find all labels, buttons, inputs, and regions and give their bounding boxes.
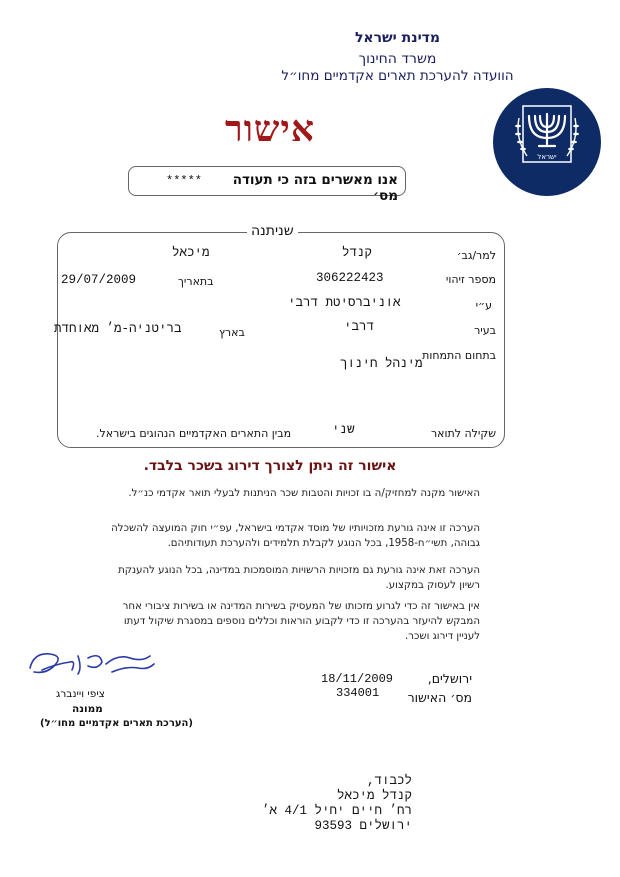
page-title: אישור xyxy=(225,108,315,150)
city-label: בעיר xyxy=(474,324,496,337)
issue-place: ירושלים, xyxy=(427,671,472,686)
signature-image xyxy=(26,644,158,682)
paragraph-rights: האישור מקנה למחזיק/ה בו זכויות והטבות שכר הניתנות לבעלי תואר אקדמי כנ״ל. xyxy=(128,488,480,499)
city-value: דרבי xyxy=(344,320,375,334)
first-name-value: מיכאל xyxy=(172,246,210,260)
date-value: 29/07/2009 xyxy=(61,273,137,287)
country-label: בארץ xyxy=(219,326,245,339)
signatory-name: ציפי ויינברג xyxy=(56,688,105,700)
signatory-unit: (הערכת תארים אקדמיים מחו״ל) xyxy=(40,718,193,729)
address-name: קנדל מיכאל xyxy=(336,789,412,803)
certify-number: ***** xyxy=(166,174,203,188)
last-name-value: קנדל xyxy=(342,246,373,260)
signatory-role: ממונה xyxy=(72,703,103,715)
recipient-label: למר/גב׳ xyxy=(456,249,496,262)
address-city-zip: ירושלים 93593 xyxy=(314,819,412,833)
paragraph-employer: אין באישור זה כדי לגרוע מזכותו של המעסיק בשירות המדינה או בשירות ציבורי אחר המבקש להיעזר בהערכה זו כדי לקבוע הוראות וכללים נוספים במסגרת שיקול דעתו לעניין דירוג ושכר. xyxy=(122,601,480,642)
by-value: אוניברסיטת דרבי xyxy=(288,296,401,310)
paragraph-authorities: הערכה זאת אינה גורעת גם מזכויות הרשויות המוסמכות במדינה, בכל הנוגע להענקת רשיון לעסוק במקצוע. xyxy=(118,565,480,591)
certify-text: אנו מאשרים בזה כי תעודה מס׳ xyxy=(232,172,398,204)
cert-number-label: מס׳ האישור xyxy=(407,690,472,705)
header-committee: הוועדה להערכת תארים אקדמיים מחו״ל xyxy=(281,68,514,84)
equiv-value: שני xyxy=(332,423,355,437)
equiv-label: שקילה לתואר xyxy=(430,427,496,440)
details-box xyxy=(57,232,505,448)
address-salutation: לכבוד, xyxy=(366,774,412,788)
field-label: בתחום התמחות xyxy=(422,349,496,362)
id-label: מספר זיהוי xyxy=(445,273,496,286)
cert-number-value: 334001 xyxy=(336,686,380,700)
field-value: מינהל חינוך xyxy=(340,357,423,371)
header-state: מדינת ישראל xyxy=(354,30,441,46)
equiv-note: מבין התארים האקדמיים הנהוגים בישראל. xyxy=(96,427,292,440)
date-label: בתאריך xyxy=(178,275,214,288)
by-label: ע״י xyxy=(475,299,492,312)
id-value: 306222423 xyxy=(316,271,384,285)
issue-date: 18/11/2009 xyxy=(321,672,394,686)
country-value: בריטניה-מ׳ מאוחדת xyxy=(54,322,182,336)
details-legend: שניתנה xyxy=(247,223,298,239)
address-street: רח׳ חיים יחיל 4/1 א׳ xyxy=(261,804,412,818)
menorah-emblem-icon xyxy=(493,88,601,196)
emblem-caption: ישראל xyxy=(537,153,557,161)
paragraph-institutions: הערכה זו אינה גורעת מזכויותיו של מוסד אקדמי בישראל, עפ״י חוק המועצה להשכלה גבוהה, תשי״ח-1958, בכל הנוגע לקבלת תלמידים ולהערכת תעודותיהם. xyxy=(111,523,480,549)
header-ministry: משרד החינוך xyxy=(358,51,437,67)
usage-note: אישור זה ניתן לצורך דירוג בשכר בלבד. xyxy=(143,458,397,474)
